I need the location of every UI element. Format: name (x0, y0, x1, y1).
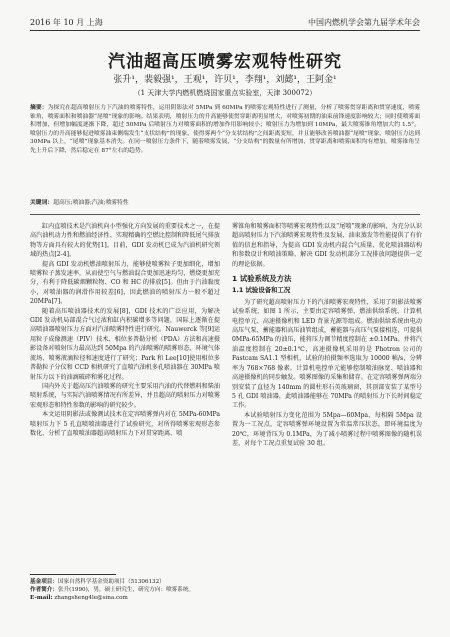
fund-line (30, 578, 420, 586)
intro-paragraph-5: 本文运用阴影法或像测试技术在定容喷雾弹内对在 5MPa-60MPa 喷射压力下 5 孔直喷喷油器进行了试验研究，对所得喷雾宏观形态参数化，分析了直喷喷油器超高喷射压力下对贯穿距离、喷 (30, 411, 220, 437)
header-left: 2016 年 10 月 上海 (30, 18, 103, 27)
paper-title: 汽油超高压喷雾宏观特性研究 (108, 52, 342, 72)
keywords (30, 197, 420, 206)
keywords-text: 超高压;喷油器;汽油;喷雾特性 (53, 200, 129, 206)
email-text[interactable]: zhangsheng4le@sina.com (54, 595, 128, 601)
header-rule (30, 30, 420, 31)
author-list: 张升¹，裴毅强¹，王观¹，许贝¹，李翔¹，刘懿¹，王阿金¹ (113, 75, 337, 85)
fund-text: 国家自然科学基金资助项目（51306132） (57, 579, 165, 585)
keywords-label: 关键词： (30, 200, 54, 206)
abstract-label: 摘要： (30, 105, 48, 111)
header-right: 中国内燃机学会第九届学术年会 (308, 18, 420, 27)
author-info-text: 张升(1990)，男，硕士研究生，研究方向：喷雾系统。 (57, 587, 195, 593)
email-line (30, 594, 420, 602)
right-column (232, 222, 422, 448)
intro-paragraph-4: 国内外关于超高压汽油喷雾的研究主要采用汽油的代替燃料和柴油喷射系统，与实际汽油喷雾情况有所差异，并且超高的喷射压力对喷雾宏观形态和特性参数的影响的研究较少。 (30, 382, 220, 409)
left-column (30, 222, 220, 438)
author-info-label: 作者简介： (30, 587, 58, 593)
abstract-separator (30, 214, 420, 215)
affiliation: （1 天津大学内燃机燃烧国家重点实验室，天津 300072） (133, 89, 317, 97)
email-label: E-mail: (30, 595, 53, 601)
method-paragraph-1: 为了研究超高喷射压力下的汽油喷雾宏观特性，采用了阴影法喷雾试验系统，如图 1 所示，主要由定容喷雾弹、燃油供给系统、计算机电控单元、高速摄像机和 LED 背景光源等组成。燃油供给系统由电动高压气泵、蓄能器和高压油管组成，蓄能器与高压气泵接相连，可提供 0MPa-65MPa 的油压，能将压力调节精度控制在 ±0.1MPa。并将汽油温度控制在 20±0.1℃，高速摄像机采用的是 Photron 公司的 Fastcam SA1.1 型相机，试验的拍摄频率选取为 10000 帧/s，分辨率为 768×768 像素。计算机电控单元能够控制喷油脉宽、喷油器和高速摄像机的同步触发。喷雾图像的采集和储存。在定容喷雾弹两端分别安装了直径为 140mm 的圆柱形石英玻璃窗，其顶部安装了某型号 5 孔 GDI 喷油器，此喷油器能够在 70MPa 的喷射压力下长时间稳定工作。 (232, 298, 422, 410)
author-info-line (30, 586, 420, 594)
subsection-heading: 1.1 试验设备和工况 (232, 286, 291, 295)
abstract-text: 为探究在超高喷射压力下汽油的喷雾特性，运用阴影法对 5MPa 到 60MPa 的喷雾宏观特性进行了测量，分析了喷雾贯穿距离和贯穿速度，喷雾锥角，喷雾面积和喷油器“尾喷”现象的影响。结果表明，喷射压力的升高能够使贯穿距离明显增大，对喷雾初期的油束前锋速度影响较大；同时使喷雾面积增加，但增加幅度逐渐下降，超过 50MPa 后喷射压力对喷雾面积的增加作用影响较小；喷射压力为增加到 10MPa，最大喷雾锥角增加大约 1.5°。喷射压力的升高能够促进喷雾油束侧端发生“支状结构”的现象，使得雾两个“分支状结构”之间距离变短，并且能够改善喷油器“尾喷”现象，喷射压力达到 30MPa 以上，“尾喷”现象基本消失。在同一喷射压力条件下，随着喷雾发展，“分支结构”的数量有所增加，贯穿距离和喷雾面积均有增加，喷雾锥角呈先上升后下降，然后稳定在 87°左右的趋势。 (30, 105, 420, 154)
abstract (30, 104, 420, 156)
footnote (30, 578, 420, 602)
fund-label: 基金项目： (30, 579, 58, 585)
section-heading: 1 试验系统及方法 (232, 274, 292, 284)
running-header (30, 14, 420, 28)
method-paragraph-2: 本试验喷射压力变化范围为 5Mpa—60Mpa，每相隔 5Mpa 设置为一工况点，定容喷雾弹环境设置为常温常压状态，即环境温度为 20℃，环境背压为 0.1MPa，为了减小喷雾过程中喷雾图像的随机误差，对每个工况点重复试验 30 组。 (232, 411, 422, 447)
footnote-rule (30, 574, 116, 575)
intro-paragraph-3: 随着高压喷油器技术的发展[8]，GDI 技术的广泛应用，为解决 GDI 发动机局部混合气过浓和缸内积碳增多等问题，国际上逐渐在提高喷油器喷射压力方面对汽油喷雾特性进行研究。Nauwerck 等[9]运用粒子成像测速（PIV）技术、相位多普勒分析（PDA）方法和高速摄影设备对喷射压力最高达到 50Mpa 的汽油喷雾的喷雾形态、环境气体流场、喷雾液滴粒径和速度进行了研究；Park 和 Lee[10]使用相位多普勒粒子分仪和 CCD 相机研究了直喷汽油机多孔喷油器在 30MPa 喷射压力以下的油滴破碎和雾化过程。 (30, 307, 220, 381)
intro-paragraph-2: 提高 GDI 发动机燃油喷射压力，能够使喷雾粒子更加细化，增加喷雾粒子蒸发速率，从而使空气与燃油混合更加迅速均匀，燃烧更加充分，有利于降低碳烟颗粒物、CO 和 HC 的排放[5]。但由于汽油黏度小，对喷油器的润滑作用较差[6]，因此燃油的喷射压力一般不超过 20MPa[7]。 (30, 260, 220, 306)
intro-paragraph-1: 缸内直喷技术是汽油机向小型强化方向发展的重要技术之一，在提高汽油机动力性和燃油经济性、实现精确的空燃比控制和降低尾气排放物等方面具有较大的优势[1]。目前，GDI 发动机已成为汽油机研究领域的热点[2-4]。 (30, 223, 220, 259)
intro-continuation: 雾锥角和喷雾面积等喷雾宏观特性以及“尾喷”现象的影响，为充分认识超高喷射压力下汽油喷雾宏观特性及发展、油束蒸发等性能提供了有价值的信息和指导，为提高 GDI 发动机内混合气质量、优化喷油器结构和参数设计和喷油策略、解决 GDI 发动机部分工况排放问题提供一定的理论依据。 (232, 223, 422, 268)
